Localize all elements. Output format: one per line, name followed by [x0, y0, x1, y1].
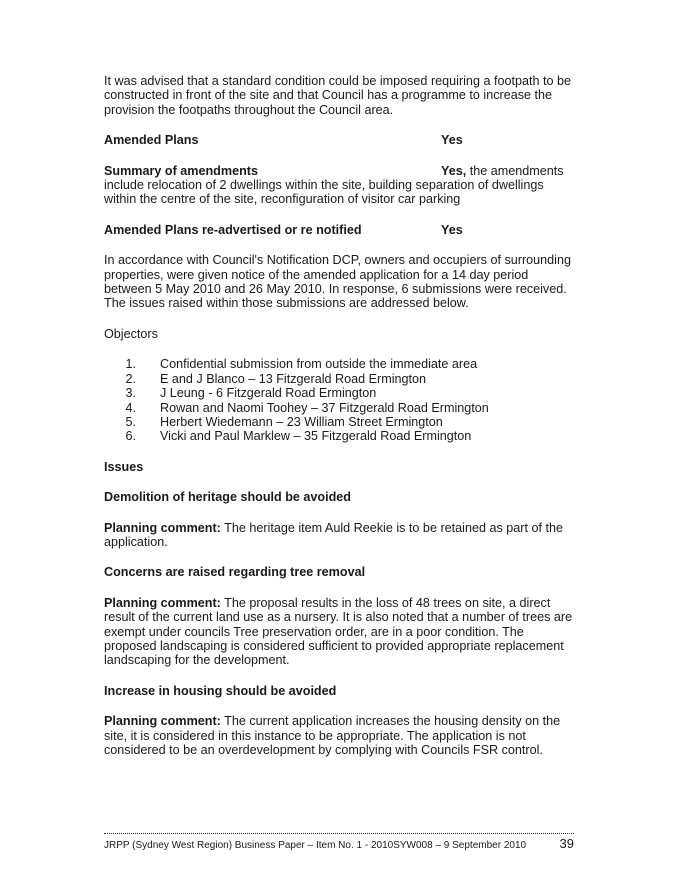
- summary-section: [104, 164, 574, 207]
- summary-value-text: the amendments: [466, 163, 564, 178]
- list-item-text: E and J Blanco – 13 Fitzgerald Road Ermington: [160, 371, 427, 386]
- intro-paragraph: It was advised that a standard condition could be imposed requiring a footpath to be constructed in front of the site and that Council has a programme to increase the provision the footpaths throughout the Council area.: [104, 74, 571, 117]
- list-item-number: 6.: [125, 429, 136, 444]
- issue-heading-text: Demolition of heritage should be avoided: [104, 490, 351, 505]
- issue-heading-text: Increase in housing should be avoided: [104, 683, 337, 698]
- page-footer: [104, 836, 574, 852]
- amended-plans-value: Yes: [441, 133, 463, 148]
- list-item-number: 1.: [125, 357, 136, 372]
- planning-comment-text: The proposal results in the loss of 48 trees on site, a direct result of the current land use as a nursery. It is also noted that a number of trees are exempt under councils Tree preservation order, are in a poor condition. The proposed landscaping is considered sufficient to provided appropriate replacement landscaping for the development.: [104, 595, 573, 668]
- footer-divider: [104, 833, 574, 834]
- list-item-number: 5.: [125, 414, 136, 429]
- list-item: [104, 415, 574, 429]
- readvertised-label: Amended Plans re-advertised or re notified: [104, 222, 362, 237]
- footer-text: JRPP (Sydney West Region) Business Paper – Item No. 1 - 2010SYW008 – 9 September 2010: [104, 840, 527, 851]
- summary-row: [104, 164, 574, 178]
- amended-plans-row: [104, 133, 574, 147]
- planning-comment: [104, 596, 574, 668]
- list-item-text: J Leung - 6 Fitzgerald Road Ermington: [160, 386, 377, 401]
- issues-heading-text: Issues: [104, 459, 144, 474]
- issue-heading-text: Concerns are raised regarding tree removal: [104, 565, 366, 580]
- notification-paragraph: In accordance with Council's Notification DCP, owners and occupiers of surrounding properties, were given notice of the amended application for a 14 day period between 5 May 2010 and 26 May 2010. In response, 6 submissions were received. The issues raised within those submissions are addressed below.: [104, 253, 571, 311]
- list-item: [104, 429, 574, 443]
- list-item-text: Rowan and Naomi Toohey – 37 Fitzgerald Road Ermington: [160, 400, 489, 415]
- issue-heading: [104, 565, 574, 579]
- summary-continuation: include relocation of 2 dwellings within the site, building separation of dwellings within the centre of the site, reconfiguration of visitor car parking: [104, 178, 544, 207]
- issue-heading: [104, 490, 574, 504]
- amended-plans-label: Amended Plans: [104, 133, 199, 148]
- objectors-heading: Objectors: [104, 326, 158, 341]
- list-item-text: Vicki and Paul Marklew – 35 Fitzgerald Road Ermington: [160, 429, 472, 444]
- list-item-text: Confidential submission from outside the immediate area: [160, 357, 478, 372]
- list-item-text: Herbert Wiedemann – 23 William Street Ermington: [160, 414, 443, 429]
- list-item-number: 3.: [125, 386, 136, 401]
- planning-comment: [104, 714, 574, 757]
- document-body: [104, 74, 574, 773]
- issue-heading: [104, 684, 574, 698]
- list-item-number: 2.: [125, 371, 136, 386]
- readvertised-value: Yes: [441, 222, 463, 237]
- planning-comment-label: Planning comment:: [104, 520, 221, 535]
- list-item: [104, 386, 574, 400]
- summary-value-bold: Yes,: [441, 163, 467, 178]
- readvertised-row: [104, 223, 574, 237]
- planning-comment-label: Planning comment:: [104, 595, 221, 610]
- planning-comment-text: The current application increases the housing density on the site, it is considered in this instance to be appropriate. The application is not considered to be an overdevelopment by complying with Councils FSR control.: [104, 714, 561, 757]
- page-number: 39: [559, 836, 574, 851]
- list-item: [104, 357, 574, 371]
- list-item: [104, 401, 574, 415]
- summary-label: Summary of amendments: [104, 163, 258, 178]
- list-item: [104, 372, 574, 386]
- planning-comment-text: The heritage item Auld Reekie is to be retained as part of the application.: [104, 520, 563, 549]
- objectors-list: [104, 357, 574, 443]
- issues-heading: [104, 460, 574, 474]
- summary-value: [441, 164, 564, 178]
- planning-comment-label: Planning comment:: [104, 714, 221, 729]
- list-item-number: 4.: [125, 400, 136, 415]
- planning-comment: [104, 521, 574, 550]
